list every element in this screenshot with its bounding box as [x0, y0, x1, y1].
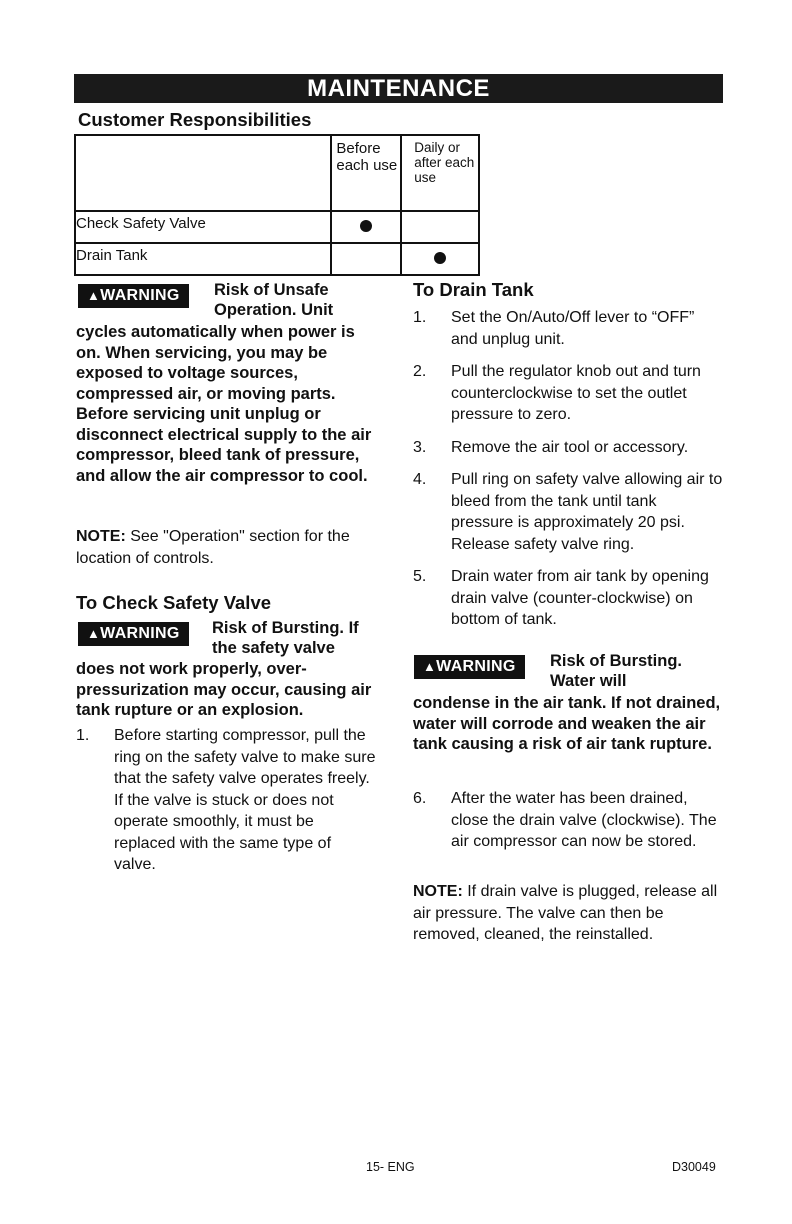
warning-lead-text: Risk of Unsafe Operation. Unit [214, 281, 334, 319]
empty-cell [331, 243, 401, 275]
note-paragraph [413, 881, 718, 946]
warning-triangle-icon: ▲ [87, 626, 101, 641]
responsibilities-title: Customer Responsibilities [78, 109, 312, 130]
warning-body-text: does not work properly, over-pressurization may occur, causing air tank rupture or an explosion. [76, 660, 372, 719]
warning-badge: ▲WARNING [414, 655, 525, 679]
list-item: 2. Pull the regulator knob out and turn counterclockwise to set the outlet pressure to zero. [413, 363, 701, 423]
note-text: If drain valve is plugged, release all air pressure. The valve can then be removed, cleaned, the reinstalled. [413, 883, 718, 943]
warning-body-text: cycles automatically when power is on. When servicing, you may be exposed to voltage sources, compressed air, or moving parts. Before servicing unit unplug or disconnect electrical supply to the air compressor, bleed tank of pressure, and allow the air compressor to cool. [76, 323, 372, 485]
list-item: 1. Set the On/Auto/Off lever to “OFF” and unplug unit. [413, 309, 695, 348]
warning-badge: ▲WARNING [78, 284, 189, 308]
section-banner: MAINTENANCE [74, 74, 723, 103]
note-paragraph [76, 526, 376, 569]
warning-triangle-icon: ▲ [87, 288, 101, 303]
list-item: 5. Drain water from air tank by opening drain valve (counter-clockwise) on bottom of tank. [413, 568, 709, 628]
filled-circle-icon [360, 220, 372, 232]
warning-body-text: condense in the air tank. If not drained, water will corrode and weaken the air tank causing a risk of air tank rupture. [413, 694, 721, 753]
filled-circle-icon [434, 252, 446, 264]
row-label: Check Safety Valve [75, 211, 331, 243]
check-valve-heading: To Check Safety Valve [76, 592, 272, 613]
responsibilities-table [74, 134, 480, 276]
note-label: NOTE: [76, 528, 126, 545]
empty-cell [401, 211, 479, 243]
table-row [75, 211, 479, 243]
document-code: D30049 [672, 1160, 716, 1174]
column-header-daily: Daily or after each use [401, 135, 479, 211]
list-item: 1. Before starting compressor, pull the ring on the safety valve to make sure that the safety valve operates freely. If the valve is stuck or does not operate smoothly, it must be replaced with the same type of valve. [76, 727, 376, 873]
row-label: Drain Tank [75, 243, 331, 275]
check-valve-steps [76, 725, 376, 887]
list-item: 6. After the water has been drained, close the drain valve (clockwise). The air compressor can now be stored. [413, 790, 717, 850]
drain-tank-steps-continued [413, 788, 728, 864]
table-header-row [75, 135, 479, 211]
warning-triangle-icon: ▲ [423, 659, 437, 674]
check-mark-cell [331, 211, 401, 243]
table-header-blank [75, 135, 331, 211]
table-row [75, 243, 479, 275]
note-text: See "Operation" section for the location of controls. [76, 528, 350, 567]
warning-lead-text: Risk of Bursting. If the safety valve [212, 619, 359, 657]
note-label: NOTE: [413, 883, 463, 900]
warning-badge: ▲WARNING [78, 622, 189, 646]
drain-tank-steps [413, 307, 723, 642]
check-mark-cell [401, 243, 479, 275]
list-item: 4. Pull ring on safety valve allowing air to bleed from the tank until tank pressure is approximately 20 psi. Release safety valve ring. [413, 471, 723, 553]
column-header-before-each-use: Before each use [331, 135, 401, 211]
warning-lead-text: Risk of Bursting. Water will [550, 652, 683, 690]
drain-tank-heading: To Drain Tank [413, 279, 534, 300]
page-number: 15- ENG [366, 1160, 415, 1174]
list-item: 3. Remove the air tool or accessory. [413, 438, 689, 456]
